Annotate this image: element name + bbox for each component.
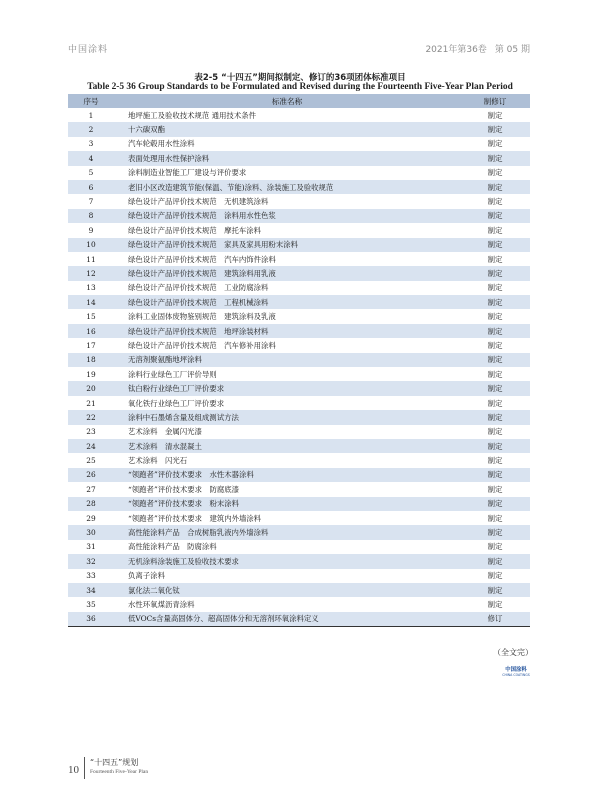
row-number: 36 xyxy=(68,612,114,626)
revision-type: 制定 xyxy=(487,168,503,178)
table-row xyxy=(68,122,530,136)
standard-name: 氧化铁行业绿色工厂评价要求 xyxy=(128,398,225,408)
row-number: 33 xyxy=(86,571,96,581)
revision-type: 制定 xyxy=(460,324,530,338)
standard-name: 无溶剂聚氨酯地坪涂料 xyxy=(114,353,460,367)
revision-type: 修订 xyxy=(460,612,530,626)
revision-type: 制定 xyxy=(487,369,503,379)
table-row xyxy=(68,353,530,367)
revision-type: 制定 xyxy=(460,266,530,280)
footer-divider xyxy=(84,757,85,779)
table-row xyxy=(68,223,530,237)
row-number: 3 xyxy=(88,139,94,149)
row-number: 22 xyxy=(68,410,114,424)
table-row xyxy=(68,151,530,165)
standard-name: 绿色设计产品评价技术规范 地坪涂装材料 xyxy=(114,324,460,338)
table-row xyxy=(68,569,530,583)
standard-name: 高性能涂料产品 防腐涂料 xyxy=(128,542,217,552)
standard-name: 绿色设计产品评价技术规范 家具及家具用粉末涂料 xyxy=(114,238,460,252)
row-number: 13 xyxy=(86,283,96,293)
revision-type: 制定 xyxy=(487,542,503,552)
table-row xyxy=(68,194,530,208)
table-row xyxy=(68,137,530,151)
row-number: 29 xyxy=(86,513,96,523)
revision-type: 制定 xyxy=(460,238,530,252)
standard-name: 绿色设计产品评价技术规范 摩托车涂料 xyxy=(128,225,262,235)
standard-name: 涂料制造业智能工厂建设与评价要求 xyxy=(128,168,247,178)
row-number: 25 xyxy=(86,456,96,466)
table-body xyxy=(68,108,530,626)
table-row xyxy=(68,209,530,223)
revision-type: 制定 xyxy=(460,468,530,482)
standard-name: 涂料中石墨烯含量及组成测试方法 xyxy=(114,410,460,424)
row-number: 17 xyxy=(86,340,96,350)
table-row xyxy=(68,266,530,280)
table-header-row xyxy=(68,94,530,108)
revision-type: 制定 xyxy=(460,525,530,539)
standard-name: 汽车轮毂用水性涂料 xyxy=(128,139,195,149)
table-row xyxy=(68,252,530,266)
table-row xyxy=(68,381,530,395)
revision-type: 制定 xyxy=(487,398,503,408)
row-number: 15 xyxy=(86,312,96,322)
row-number: 24 xyxy=(68,439,114,453)
standard-name: 表面处理用水性保护涂料 xyxy=(114,151,460,165)
standard-name: “领跑者”评价技术要求 水性木器涂料 xyxy=(114,468,460,482)
table-row xyxy=(68,410,530,424)
standard-name: 水性环氧煤沥青涂料 xyxy=(128,599,195,609)
journal-name: 中国涂料 xyxy=(68,45,109,55)
standard-name: 地坪施工及验收技术规范 通用技术条件 xyxy=(128,110,256,120)
volume-label: 2021年第36卷 xyxy=(425,45,487,55)
row-number: 12 xyxy=(68,266,114,280)
standard-name: 低VOCs含量高固体分、超高固体分和无溶剂环氧涂料定义 xyxy=(114,612,460,626)
standard-name: 老旧小区改造建筑节能(保温、节能)涂料、涂装施工及验收规范 xyxy=(114,180,460,194)
row-number: 26 xyxy=(68,468,114,482)
row-number: 35 xyxy=(86,599,96,609)
row-number: 31 xyxy=(86,542,96,552)
table-row xyxy=(68,612,530,626)
standard-name: 氯化法二氧化钛 xyxy=(114,583,460,597)
table-row xyxy=(68,453,530,467)
row-number: 28 xyxy=(68,497,114,511)
standard-name: 绿色设计产品评价技术规范 工程机械涂料 xyxy=(114,295,460,309)
column-header-name: 标准名称 xyxy=(114,94,460,108)
standard-name: 艺术涂料 清水混凝土 xyxy=(114,439,460,453)
revision-type: 制定 xyxy=(460,122,530,136)
standard-name: 绿色设计产品评价技术规范 无机建筑涂料 xyxy=(128,197,269,207)
row-number: 4 xyxy=(68,151,114,165)
revision-type: 制定 xyxy=(460,180,530,194)
logo-text-cn: 中国涂料 xyxy=(505,667,527,673)
revision-type: 制定 xyxy=(460,209,530,223)
table-row xyxy=(68,511,530,525)
standard-name: 艺术涂料 金属闪光漆 xyxy=(128,427,202,437)
revision-type: 制定 xyxy=(487,139,503,149)
standard-name: 艺术涂料 闪光石 xyxy=(128,456,188,466)
china-coatings-logo xyxy=(502,665,530,677)
row-number: 10 xyxy=(68,238,114,252)
revision-type: 制定 xyxy=(460,381,530,395)
table-row xyxy=(68,540,530,554)
table-row xyxy=(68,309,530,323)
table-row xyxy=(68,396,530,410)
standard-name: 绿色设计产品评价技术规范 汽车内饰件涂料 xyxy=(128,254,276,264)
revision-type: 制定 xyxy=(487,225,503,235)
standard-name: 绿色设计产品评价技术规范 建筑涂料用乳液 xyxy=(114,266,460,280)
logo-text-en: CHINA COATINGS xyxy=(502,673,530,677)
standards-table xyxy=(68,94,530,627)
standard-name: “领跑者”评价技术要求 粉末涂料 xyxy=(114,497,460,511)
table-row xyxy=(68,295,530,309)
standard-name: “领跑者”评价技术要求 防腐底漆 xyxy=(128,484,240,494)
revision-type: 制定 xyxy=(487,254,503,264)
row-number: 6 xyxy=(68,180,114,194)
standard-name: “领跑者”评价技术要求 建筑内外墙涂料 xyxy=(128,513,262,523)
revision-type: 制定 xyxy=(460,554,530,568)
footer-section-cn: “十四五”规划 xyxy=(90,758,139,767)
revision-type: 制定 xyxy=(460,151,530,165)
standard-name: 钛白粉行业绿色工厂评价要求 xyxy=(114,381,460,395)
row-number: 34 xyxy=(68,583,114,597)
row-number: 9 xyxy=(88,225,94,235)
standard-name: 无机涂料涂装施工及验收技术要求 xyxy=(114,554,460,568)
footer-section-en: Fourteenth Five-Year Plan xyxy=(90,769,149,775)
row-number: 21 xyxy=(86,398,96,408)
standard-name: 绿色设计产品评价技术规范 涂料用水性色浆 xyxy=(114,209,460,223)
revision-type: 制定 xyxy=(487,283,503,293)
row-number: 20 xyxy=(68,381,114,395)
table-row xyxy=(68,324,530,338)
column-header-type: 制修订 xyxy=(460,94,530,108)
table-row xyxy=(68,468,530,482)
table-row xyxy=(68,497,530,511)
revision-type: 制定 xyxy=(460,410,530,424)
row-number: 14 xyxy=(68,295,114,309)
table-title-cn: 表2-5 “十四五”期间拟制定、修订的36项团体标准项目 xyxy=(194,73,406,83)
row-number: 16 xyxy=(68,324,114,338)
table-row xyxy=(68,439,530,453)
standard-name: 涂料行业绿色工厂评价导则 xyxy=(128,369,217,379)
standard-name: 十六碳双酯 xyxy=(114,122,460,136)
revision-type: 制定 xyxy=(487,427,503,437)
revision-type: 制定 xyxy=(460,583,530,597)
table-row xyxy=(68,281,530,295)
page-number: 10 xyxy=(68,764,79,776)
issue-info xyxy=(425,42,530,55)
standard-name: 负离子涂料 xyxy=(128,571,165,581)
row-number: 7 xyxy=(88,197,94,207)
row-number: 8 xyxy=(68,209,114,223)
table-row xyxy=(68,597,530,611)
revision-type: 制定 xyxy=(487,312,503,322)
standard-name: 涂料工业固体废物鉴别规范 建筑涂料及乳液 xyxy=(128,312,276,322)
row-number: 19 xyxy=(86,369,96,379)
table-row xyxy=(68,482,530,496)
row-number: 27 xyxy=(86,484,96,494)
table-row xyxy=(68,180,530,194)
revision-type: 制定 xyxy=(487,599,503,609)
revision-type: 制定 xyxy=(487,110,503,120)
table-row xyxy=(68,525,530,539)
revision-type: 制定 xyxy=(487,513,503,523)
standard-name: 绿色设计产品评价技术规范 工业防腐涂料 xyxy=(128,283,269,293)
issue-label: 第 05 期 xyxy=(494,45,530,55)
row-number: 32 xyxy=(68,554,114,568)
table-row xyxy=(68,367,530,381)
table-row xyxy=(68,338,530,352)
row-number: 2 xyxy=(68,122,114,136)
table-row xyxy=(68,108,530,122)
revision-type: 制定 xyxy=(487,340,503,350)
revision-type: 制定 xyxy=(487,571,503,581)
revision-type: 制定 xyxy=(460,439,530,453)
table-row xyxy=(68,583,530,597)
row-number: 1 xyxy=(88,110,94,120)
revision-type: 制定 xyxy=(487,456,503,466)
table-row xyxy=(68,554,530,568)
table-row xyxy=(68,166,530,180)
revision-type: 制定 xyxy=(487,197,503,207)
standard-name: 高性能涂料产品 合成树脂乳液内外墙涂料 xyxy=(114,525,460,539)
revision-type: 制定 xyxy=(460,295,530,309)
row-number: 5 xyxy=(88,168,94,178)
revision-type: 制定 xyxy=(460,353,530,367)
table-title-en: Table 2-5 36 Group Standards to be Formulated and Revised during the Fourteenth Five-Year Plan Period xyxy=(87,82,513,92)
row-number: 11 xyxy=(86,254,96,264)
standard-name: 绿色设计产品评价技术规范 汽车修补用涂料 xyxy=(128,340,276,350)
revision-type: 制定 xyxy=(487,484,503,494)
end-note: （全文完） xyxy=(493,648,533,657)
row-number: 30 xyxy=(68,525,114,539)
row-number: 18 xyxy=(68,353,114,367)
table-row xyxy=(68,238,530,252)
table-row xyxy=(68,425,530,439)
column-header-number: 序号 xyxy=(68,94,114,108)
revision-type: 制定 xyxy=(460,497,530,511)
row-number: 23 xyxy=(86,427,96,437)
